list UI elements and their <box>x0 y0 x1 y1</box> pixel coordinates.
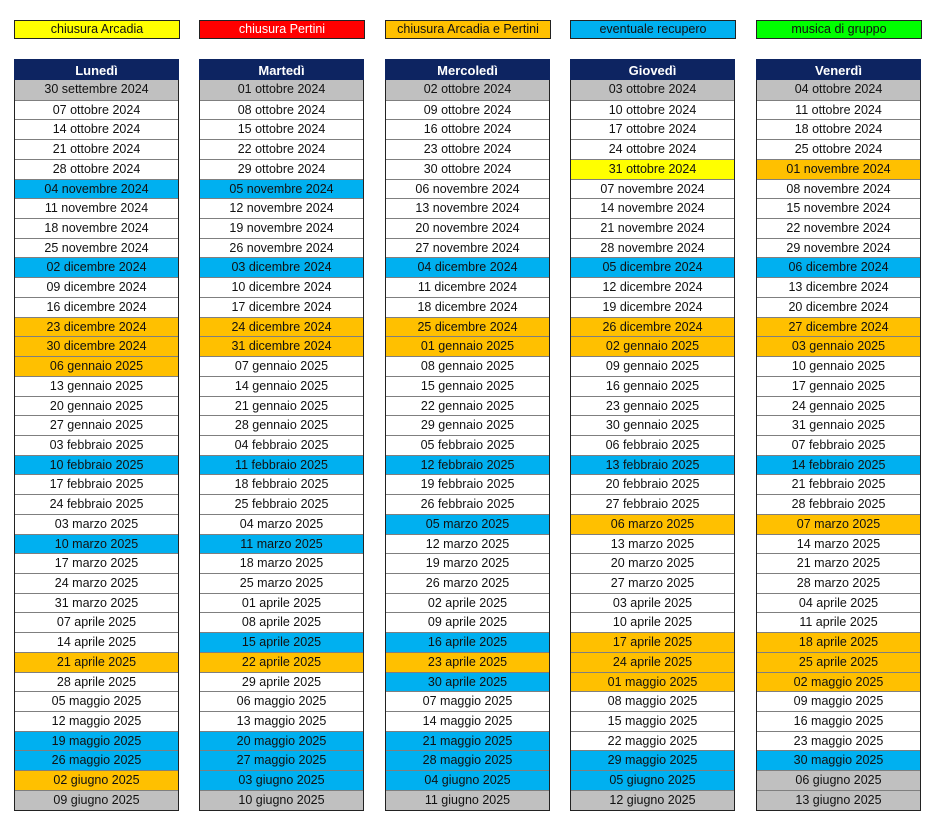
date-cell: 06 giugno 2025 <box>757 770 920 790</box>
date-list <box>385 80 550 811</box>
date-cell: 19 febbraio 2025 <box>386 474 549 494</box>
date-cell: 07 aprile 2025 <box>15 612 178 632</box>
date-cell: 11 febbraio 2025 <box>200 455 363 475</box>
date-cell: 18 aprile 2025 <box>757 632 920 652</box>
date-cell: 13 marzo 2025 <box>571 534 734 554</box>
date-cell: 12 maggio 2025 <box>15 711 178 731</box>
date-cell: 16 gennaio 2025 <box>571 376 734 396</box>
column-venerdi <box>756 59 921 811</box>
column-header: Mercoledì <box>385 59 550 80</box>
column-header: Martedì <box>199 59 364 80</box>
date-cell: 28 maggio 2025 <box>386 750 549 770</box>
date-cell: 01 novembre 2024 <box>757 159 920 179</box>
date-cell: 06 maggio 2025 <box>200 691 363 711</box>
date-cell: 29 aprile 2025 <box>200 672 363 692</box>
date-cell: 05 maggio 2025 <box>15 691 178 711</box>
column-mercoledi <box>385 59 550 811</box>
date-cell: 04 novembre 2024 <box>15 179 178 199</box>
date-list <box>14 80 179 811</box>
date-cell: 24 marzo 2025 <box>15 573 178 593</box>
legend-eventuale-recupero: eventuale recupero <box>570 20 736 39</box>
date-cell: 28 novembre 2024 <box>571 238 734 258</box>
date-cell: 06 dicembre 2024 <box>757 257 920 277</box>
date-cell: 24 gennaio 2025 <box>757 396 920 416</box>
date-cell: 07 marzo 2025 <box>757 514 920 534</box>
date-cell: 21 febbraio 2025 <box>757 474 920 494</box>
date-cell: 05 marzo 2025 <box>386 514 549 534</box>
date-cell: 03 ottobre 2024 <box>571 80 734 100</box>
date-cell: 22 ottobre 2024 <box>200 139 363 159</box>
date-cell: 04 giugno 2025 <box>386 770 549 790</box>
date-cell: 05 novembre 2024 <box>200 179 363 199</box>
date-cell: 20 marzo 2025 <box>571 553 734 573</box>
date-cell: 16 dicembre 2024 <box>15 297 178 317</box>
date-cell: 17 febbraio 2025 <box>15 474 178 494</box>
date-cell: 12 febbraio 2025 <box>386 455 549 475</box>
date-cell: 25 dicembre 2024 <box>386 317 549 337</box>
date-cell: 01 gennaio 2025 <box>386 336 549 356</box>
date-cell: 30 gennaio 2025 <box>571 415 734 435</box>
date-cell: 11 novembre 2024 <box>15 198 178 218</box>
date-cell: 21 ottobre 2024 <box>15 139 178 159</box>
date-cell: 17 aprile 2025 <box>571 632 734 652</box>
date-cell: 22 maggio 2025 <box>571 731 734 751</box>
date-cell: 14 maggio 2025 <box>386 711 549 731</box>
date-cell: 24 aprile 2025 <box>571 652 734 672</box>
date-cell: 27 febbraio 2025 <box>571 494 734 514</box>
date-cell: 04 ottobre 2024 <box>757 80 920 100</box>
date-cell: 16 maggio 2025 <box>757 711 920 731</box>
date-cell: 24 febbraio 2025 <box>15 494 178 514</box>
date-cell: 10 gennaio 2025 <box>757 356 920 376</box>
date-cell: 14 febbraio 2025 <box>757 455 920 475</box>
date-cell: 10 aprile 2025 <box>571 612 734 632</box>
date-cell: 14 aprile 2025 <box>15 632 178 652</box>
date-cell: 09 aprile 2025 <box>386 612 549 632</box>
date-cell: 07 ottobre 2024 <box>15 100 178 120</box>
date-cell: 25 ottobre 2024 <box>757 139 920 159</box>
date-cell: 28 febbraio 2025 <box>757 494 920 514</box>
date-cell: 29 maggio 2025 <box>571 750 734 770</box>
date-cell: 27 novembre 2024 <box>386 238 549 258</box>
date-cell: 15 gennaio 2025 <box>386 376 549 396</box>
date-cell: 12 marzo 2025 <box>386 534 549 554</box>
date-cell: 22 gennaio 2025 <box>386 396 549 416</box>
date-cell: 14 ottobre 2024 <box>15 119 178 139</box>
date-cell: 09 maggio 2025 <box>757 691 920 711</box>
date-cell: 31 gennaio 2025 <box>757 415 920 435</box>
date-cell: 30 maggio 2025 <box>757 750 920 770</box>
date-cell: 12 novembre 2024 <box>200 198 363 218</box>
date-cell: 31 marzo 2025 <box>15 593 178 613</box>
date-cell: 23 ottobre 2024 <box>386 139 549 159</box>
date-cell: 20 novembre 2024 <box>386 218 549 238</box>
date-cell: 12 giugno 2025 <box>571 790 734 810</box>
date-cell: 05 giugno 2025 <box>571 770 734 790</box>
date-cell: 29 gennaio 2025 <box>386 415 549 435</box>
date-cell: 15 maggio 2025 <box>571 711 734 731</box>
date-cell: 26 novembre 2024 <box>200 238 363 258</box>
date-cell: 10 dicembre 2024 <box>200 277 363 297</box>
date-cell: 18 ottobre 2024 <box>757 119 920 139</box>
date-cell: 20 maggio 2025 <box>200 731 363 751</box>
date-cell: 23 maggio 2025 <box>757 731 920 751</box>
column-martedi <box>199 59 364 811</box>
date-cell: 13 maggio 2025 <box>200 711 363 731</box>
date-cell: 01 ottobre 2024 <box>200 80 363 100</box>
date-cell: 07 gennaio 2025 <box>200 356 363 376</box>
date-cell: 11 giugno 2025 <box>386 790 549 810</box>
date-cell: 28 marzo 2025 <box>757 573 920 593</box>
date-cell: 19 marzo 2025 <box>386 553 549 573</box>
date-cell: 02 giugno 2025 <box>15 770 178 790</box>
date-cell: 17 gennaio 2025 <box>757 376 920 396</box>
date-cell: 10 febbraio 2025 <box>15 455 178 475</box>
date-cell: 19 novembre 2024 <box>200 218 363 238</box>
date-cell: 27 marzo 2025 <box>571 573 734 593</box>
date-cell: 03 dicembre 2024 <box>200 257 363 277</box>
date-cell: 13 febbraio 2025 <box>571 455 734 475</box>
date-cell: 21 novembre 2024 <box>571 218 734 238</box>
date-cell: 03 giugno 2025 <box>200 770 363 790</box>
date-cell: 17 marzo 2025 <box>15 553 178 573</box>
column-header: Venerdì <box>756 59 921 80</box>
date-cell: 20 gennaio 2025 <box>15 396 178 416</box>
date-cell: 29 ottobre 2024 <box>200 159 363 179</box>
date-cell: 07 novembre 2024 <box>571 179 734 199</box>
date-cell: 26 dicembre 2024 <box>571 317 734 337</box>
date-cell: 19 maggio 2025 <box>15 731 178 751</box>
date-cell: 13 gennaio 2025 <box>15 376 178 396</box>
date-cell: 30 ottobre 2024 <box>386 159 549 179</box>
date-cell: 14 novembre 2024 <box>571 198 734 218</box>
date-cell: 09 ottobre 2024 <box>386 100 549 120</box>
date-cell: 17 dicembre 2024 <box>200 297 363 317</box>
date-cell: 07 maggio 2025 <box>386 691 549 711</box>
date-cell: 30 aprile 2025 <box>386 672 549 692</box>
date-cell: 27 maggio 2025 <box>200 750 363 770</box>
date-cell: 10 giugno 2025 <box>200 790 363 810</box>
date-cell: 21 marzo 2025 <box>757 553 920 573</box>
date-cell: 11 aprile 2025 <box>757 612 920 632</box>
date-cell: 09 dicembre 2024 <box>15 277 178 297</box>
date-cell: 25 novembre 2024 <box>15 238 178 258</box>
date-cell: 06 marzo 2025 <box>571 514 734 534</box>
date-cell: 19 dicembre 2024 <box>571 297 734 317</box>
legend-chiusura-pertini: chiusura Pertini <box>199 20 365 39</box>
date-cell: 06 febbraio 2025 <box>571 435 734 455</box>
date-cell: 27 dicembre 2024 <box>757 317 920 337</box>
date-cell: 20 dicembre 2024 <box>757 297 920 317</box>
legend-chiusura-arcadia-e-pertini: chiusura Arcadia e Pertini <box>385 20 551 39</box>
date-list <box>199 80 364 811</box>
date-cell: 05 dicembre 2024 <box>571 257 734 277</box>
date-cell: 23 dicembre 2024 <box>15 317 178 337</box>
legend-chiusura-arcadia: chiusura Arcadia <box>14 20 180 39</box>
date-cell: 18 novembre 2024 <box>15 218 178 238</box>
date-cell: 01 maggio 2025 <box>571 672 734 692</box>
date-cell: 11 ottobre 2024 <box>757 100 920 120</box>
date-cell: 09 giugno 2025 <box>15 790 178 810</box>
date-cell: 22 aprile 2025 <box>200 652 363 672</box>
column-header: Lunedì <box>14 59 179 80</box>
date-cell: 25 aprile 2025 <box>757 652 920 672</box>
date-cell: 24 ottobre 2024 <box>571 139 734 159</box>
date-cell: 02 gennaio 2025 <box>571 336 734 356</box>
date-cell: 18 marzo 2025 <box>200 553 363 573</box>
date-cell: 21 maggio 2025 <box>386 731 549 751</box>
column-header: Giovedì <box>570 59 735 80</box>
date-cell: 27 gennaio 2025 <box>15 415 178 435</box>
date-cell: 11 marzo 2025 <box>200 534 363 554</box>
date-cell: 13 dicembre 2024 <box>757 277 920 297</box>
date-cell: 07 febbraio 2025 <box>757 435 920 455</box>
date-cell: 21 gennaio 2025 <box>200 396 363 416</box>
date-cell: 16 aprile 2025 <box>386 632 549 652</box>
date-cell: 22 novembre 2024 <box>757 218 920 238</box>
date-cell: 24 dicembre 2024 <box>200 317 363 337</box>
date-cell: 04 febbraio 2025 <box>200 435 363 455</box>
date-cell: 08 maggio 2025 <box>571 691 734 711</box>
date-cell: 18 dicembre 2024 <box>386 297 549 317</box>
date-cell: 03 aprile 2025 <box>571 593 734 613</box>
date-cell: 08 aprile 2025 <box>200 612 363 632</box>
date-cell: 02 maggio 2025 <box>757 672 920 692</box>
date-cell: 08 novembre 2024 <box>757 179 920 199</box>
date-cell: 04 dicembre 2024 <box>386 257 549 277</box>
date-cell: 23 aprile 2025 <box>386 652 549 672</box>
date-cell: 05 febbraio 2025 <box>386 435 549 455</box>
date-cell: 26 febbraio 2025 <box>386 494 549 514</box>
date-cell: 30 settembre 2024 <box>15 80 178 100</box>
date-cell: 15 aprile 2025 <box>200 632 363 652</box>
date-cell: 28 gennaio 2025 <box>200 415 363 435</box>
date-cell: 13 giugno 2025 <box>757 790 920 810</box>
date-cell: 14 gennaio 2025 <box>200 376 363 396</box>
column-giovedi <box>570 59 735 811</box>
date-cell: 18 febbraio 2025 <box>200 474 363 494</box>
date-cell: 03 marzo 2025 <box>15 514 178 534</box>
date-cell: 29 novembre 2024 <box>757 238 920 258</box>
date-cell: 04 aprile 2025 <box>757 593 920 613</box>
date-cell: 06 novembre 2024 <box>386 179 549 199</box>
date-list <box>570 80 735 811</box>
date-cell: 02 dicembre 2024 <box>15 257 178 277</box>
date-cell: 30 dicembre 2024 <box>15 336 178 356</box>
date-cell: 28 ottobre 2024 <box>15 159 178 179</box>
date-cell: 10 marzo 2025 <box>15 534 178 554</box>
date-cell: 11 dicembre 2024 <box>386 277 549 297</box>
date-list <box>756 80 921 811</box>
date-cell: 01 aprile 2025 <box>200 593 363 613</box>
date-cell: 17 ottobre 2024 <box>571 119 734 139</box>
date-cell: 09 gennaio 2025 <box>571 356 734 376</box>
date-cell: 06 gennaio 2025 <box>15 356 178 376</box>
date-cell: 31 dicembre 2024 <box>200 336 363 356</box>
date-cell: 28 aprile 2025 <box>15 672 178 692</box>
date-cell: 14 marzo 2025 <box>757 534 920 554</box>
date-cell: 26 maggio 2025 <box>15 750 178 770</box>
date-cell: 26 marzo 2025 <box>386 573 549 593</box>
date-cell: 02 ottobre 2024 <box>386 80 549 100</box>
legend-musica-di-gruppo: musica di gruppo <box>756 20 922 39</box>
date-cell: 02 aprile 2025 <box>386 593 549 613</box>
date-cell: 13 novembre 2024 <box>386 198 549 218</box>
date-cell: 03 febbraio 2025 <box>15 435 178 455</box>
date-cell: 25 marzo 2025 <box>200 573 363 593</box>
date-cell: 08 gennaio 2025 <box>386 356 549 376</box>
date-cell: 21 aprile 2025 <box>15 652 178 672</box>
date-cell: 12 dicembre 2024 <box>571 277 734 297</box>
date-cell: 31 ottobre 2024 <box>571 159 734 179</box>
date-cell: 04 marzo 2025 <box>200 514 363 534</box>
date-cell: 08 ottobre 2024 <box>200 100 363 120</box>
date-cell: 10 ottobre 2024 <box>571 100 734 120</box>
date-cell: 15 ottobre 2024 <box>200 119 363 139</box>
date-cell: 25 febbraio 2025 <box>200 494 363 514</box>
date-cell: 20 febbraio 2025 <box>571 474 734 494</box>
date-cell: 03 gennaio 2025 <box>757 336 920 356</box>
column-lunedi <box>14 59 179 811</box>
date-cell: 15 novembre 2024 <box>757 198 920 218</box>
date-cell: 16 ottobre 2024 <box>386 119 549 139</box>
date-cell: 23 gennaio 2025 <box>571 396 734 416</box>
